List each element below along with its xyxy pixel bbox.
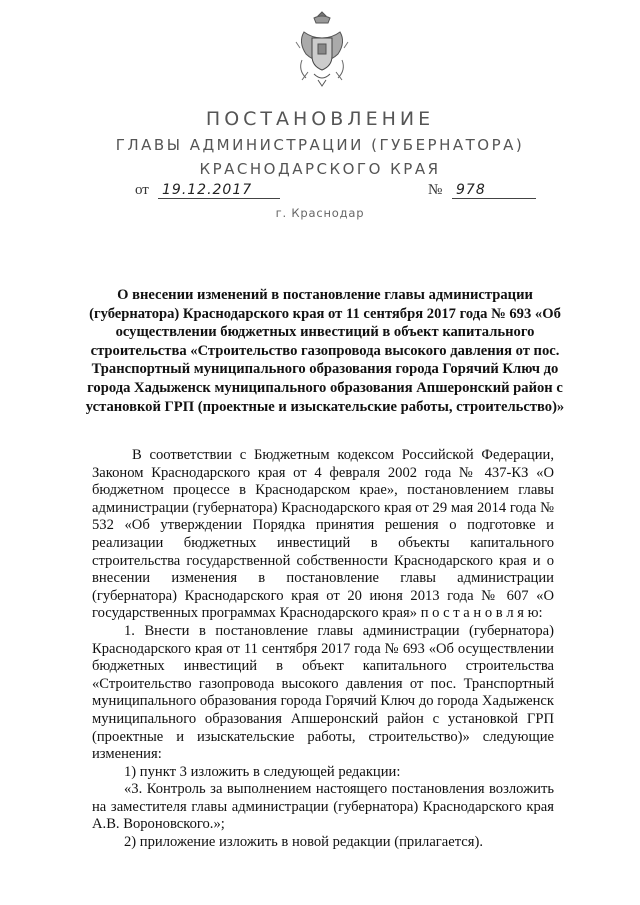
document-body xyxy=(92,447,554,852)
subclause-1-paragraph: 1) пункт 3 изложить в следующей редакции: xyxy=(124,763,401,780)
clause-1-paragraph: 1. Внести в постановление главы администрации (губернатора) Краснодарского края от 11 сентября 2017 года № 693 «Об осуществлении бюджетных инвестиций в объект капитального строительства «Строительство газопровода высокого давления от пос. Транспортный муниципального образования города Горячий Ключ до города Хадыженск муниципального образования Апшеронский район с установкой ГРП (проектные и изыскательские работы, строительство)» следующие изменения: xyxy=(92,622,554,763)
date-value: 19.12.2017 xyxy=(158,182,280,199)
issuer-heading: ГЛАВЫ АДМИНИСТРАЦИИ (ГУБЕРНАТОРА) xyxy=(115,136,525,154)
document-title: О внесении изменений в постановление главы администрации (губернатора) Краснодарского края от 11 сентября 2017 года № 693 «Об осуществлении бюджетных инвестиций в объект капитального строительства «Строительство газопровода высокого давления от пос. Транспортный муниципального образования города Горячий Ключ до города Хадыженск муниципального образования Апшеронский район с установкой ГРП (проектные и изыскательские работы, строительство)» xyxy=(85,287,565,415)
coat-of-arms-emblem xyxy=(294,8,350,88)
quoted-clause-paragraph: «3. Контроль за выполнением настоящего постановления возложить на заместителя главы администрации (губернатора) Краснодарского края А.В. Вороновского.»; xyxy=(92,781,554,833)
number-label: № xyxy=(428,182,443,198)
region-heading: КРАСНОДАРСКОГО КРАЯ xyxy=(199,160,441,178)
date-label: от xyxy=(135,182,149,198)
subclause-2-paragraph: 2) приложение изложить в новой редакции (прилагается). xyxy=(124,834,483,851)
number-value: 978 xyxy=(452,182,536,199)
preamble-paragraph: В соответствии с Бюджетным кодексом Российской Федерации, Законом Краснодарского края от 4 февраля 2002 года № 437-КЗ «О бюджетном процессе в Краснодарском крае», постановлением главы администрации (губернатора) Краснодарского края от 29 мая 2014 года № 532 «Об утверждении Порядка принятия решения о подготовке и реализации бюджетных инвестиций в объекты капитального строительства государственной собственности Краснодарского края и о внесении изменения в постановление главы администрации (губернатора) Краснодарского края от 20 июня 2013 года № 607 «О государственных программах Краснодарского края» п о с т а н о в л я ю: xyxy=(92,447,554,622)
document-type-heading: ПОСТАНОВЛЕНИЕ xyxy=(205,108,435,130)
city-label: г. Краснодар xyxy=(275,206,365,220)
